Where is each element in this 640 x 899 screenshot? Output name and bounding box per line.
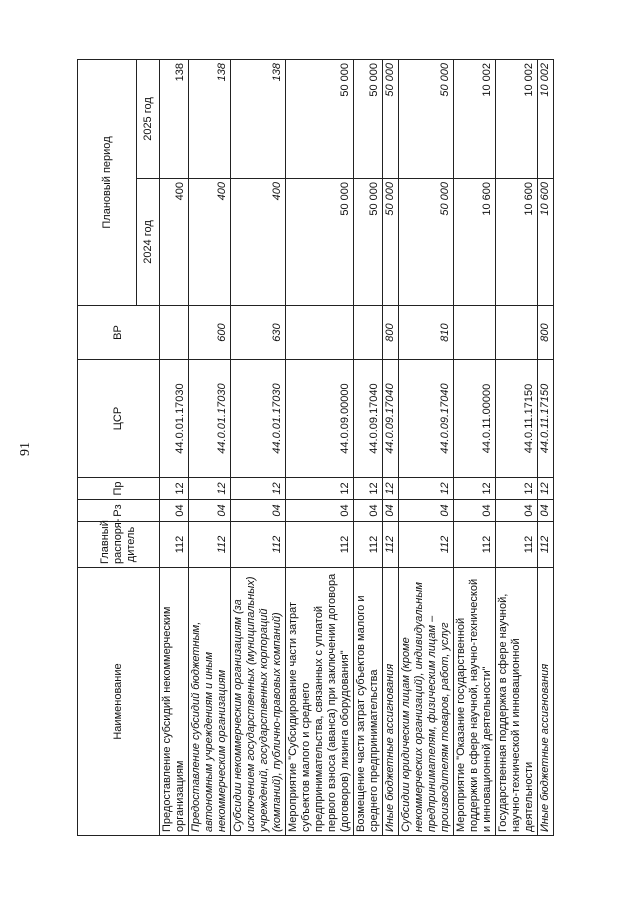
row-name: Иные бюджетные ассигнования [538, 568, 554, 836]
header-plan-period: Плановый период [78, 60, 137, 306]
header-main-manager: Главный распоря-дитель [78, 522, 160, 568]
table-row [399, 60, 454, 836]
header-year-2024: 2024 год [137, 179, 160, 306]
row-year-2025: 138 [189, 60, 231, 179]
row-name: Мероприятие "Оказание государственной поддержки в сфере научной, научно-технической и инновационной деятельности" [454, 568, 496, 836]
table-row [231, 60, 286, 836]
row-year-2025: 50 000 [399, 60, 454, 179]
row-year-2024: 400 [160, 179, 189, 306]
row-pr: 12 [189, 478, 231, 500]
row-main-manager: 112 [354, 522, 383, 568]
table-row [189, 60, 231, 836]
row-year-2024: 10 600 [538, 179, 554, 306]
row-vr: 800 [383, 306, 399, 360]
row-vr [496, 306, 538, 360]
row-csr: 44.0.11.17150 [496, 360, 538, 478]
row-rz: 04 [399, 500, 454, 522]
row-csr: 44.0.11.00000 [454, 360, 496, 478]
row-vr: 600 [189, 306, 231, 360]
page-number: 91 [18, 442, 33, 456]
table-row [160, 60, 189, 836]
table-row [538, 60, 554, 836]
table-row [383, 60, 399, 836]
row-year-2024: 50 000 [383, 179, 399, 306]
row-csr: 44.0.09.17040 [399, 360, 454, 478]
row-pr: 12 [496, 478, 538, 500]
row-main-manager: 112 [286, 522, 354, 568]
row-vr: 630 [231, 306, 286, 360]
table-body [160, 60, 554, 836]
row-rz: 04 [231, 500, 286, 522]
row-rz: 04 [454, 500, 496, 522]
row-pr: 12 [399, 478, 454, 500]
row-year-2024: 50 000 [286, 179, 354, 306]
row-name: Возмещение части затрат субъектов малого и среднего предпринимательства [354, 568, 383, 836]
row-pr: 12 [286, 478, 354, 500]
row-name: Иные бюджетные ассигнования [383, 568, 399, 836]
row-year-2025: 138 [160, 60, 189, 179]
row-vr: 810 [399, 306, 454, 360]
header-pr: Пр [78, 478, 160, 500]
row-pr: 12 [231, 478, 286, 500]
row-main-manager: 112 [231, 522, 286, 568]
budget-table [77, 59, 554, 836]
row-year-2025: 50 000 [354, 60, 383, 179]
row-rz: 04 [286, 500, 354, 522]
row-pr: 12 [160, 478, 189, 500]
header-vr: ВР [78, 306, 160, 360]
row-vr [354, 306, 383, 360]
row-vr: 800 [538, 306, 554, 360]
row-csr: 44.0.01.17030 [189, 360, 231, 478]
table-header [78, 60, 160, 836]
row-vr [454, 306, 496, 360]
row-main-manager: 112 [399, 522, 454, 568]
row-year-2025: 50 000 [383, 60, 399, 179]
row-year-2025: 50 000 [286, 60, 354, 179]
row-year-2024: 50 000 [354, 179, 383, 306]
row-name: Субсидии юридическим лицам (кроме некоммерческих организаций), индивидуальным предпринимателям, физическим лицам – производителям товаров, работ, услуг [399, 568, 454, 836]
row-main-manager: 112 [160, 522, 189, 568]
row-main-manager: 112 [454, 522, 496, 568]
row-name: Предоставление субсидий некоммерческим организациям [160, 568, 189, 836]
row-year-2025: 10 002 [454, 60, 496, 179]
row-rz: 04 [538, 500, 554, 522]
table-row [354, 60, 383, 836]
row-rz: 04 [160, 500, 189, 522]
row-name: Государственная поддержка в сфере научной, научно-технической и инновационной деятельности [496, 568, 538, 836]
row-rz: 04 [354, 500, 383, 522]
row-rz: 04 [496, 500, 538, 522]
header-rz: Рз [78, 500, 160, 522]
row-name: Предоставление субсидий бюджетным, автономным учреждениям и иным некоммерческим организациям [189, 568, 231, 836]
row-name: Субсидии некоммерческим организациям (за исключением государственных (муниципальных) учреждений, государственных корпораций (компаний), публично-правовых компаний) [231, 568, 286, 836]
row-vr [160, 306, 189, 360]
row-csr: 44.0.09.00000 [286, 360, 354, 478]
row-year-2024: 10 600 [496, 179, 538, 306]
row-year-2024: 50 000 [399, 179, 454, 306]
row-rz: 04 [383, 500, 399, 522]
row-main-manager: 112 [496, 522, 538, 568]
row-year-2024: 400 [231, 179, 286, 306]
row-rz: 04 [189, 500, 231, 522]
row-year-2025: 10 002 [538, 60, 554, 179]
row-main-manager: 112 [189, 522, 231, 568]
header-year-2025: 2025 год [137, 60, 160, 179]
row-pr: 12 [454, 478, 496, 500]
header-name: Наименование [78, 568, 160, 836]
row-csr: 44.0.09.17040 [354, 360, 383, 478]
row-vr [286, 306, 354, 360]
row-pr: 12 [354, 478, 383, 500]
row-main-manager: 112 [538, 522, 554, 568]
table-row [286, 60, 354, 836]
row-csr: 44.0.09.17040 [383, 360, 399, 478]
row-pr: 12 [383, 478, 399, 500]
row-main-manager: 112 [383, 522, 399, 568]
row-year-2025: 138 [231, 60, 286, 179]
row-pr: 12 [538, 478, 554, 500]
row-name: Мероприятие "Субсидирование части затрат субъектов малого и среднего предпринимательства, связанных с уплатой первого взноса (аванса) при заключении договора (договоров) лизинга оборудования" [286, 568, 354, 836]
row-year-2024: 400 [189, 179, 231, 306]
table-row [454, 60, 496, 836]
row-csr: 44.0.11.17150 [538, 360, 554, 478]
table-row [496, 60, 538, 836]
row-csr: 44.0.01.17030 [160, 360, 189, 478]
row-year-2025: 10 002 [496, 60, 538, 179]
row-csr: 44.0.01.17030 [231, 360, 286, 478]
rotated-table-container [77, 60, 555, 836]
row-year-2024: 10 600 [454, 179, 496, 306]
header-csr: ЦСР [78, 360, 160, 478]
